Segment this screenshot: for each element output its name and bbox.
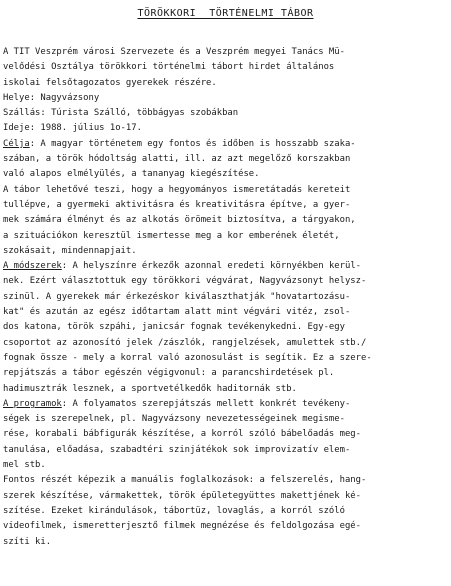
detail-place: [3, 91, 449, 106]
programs-line: tanulása, előadása, szabadtéri szinjátékok sok improvizatív elem-: [3, 444, 351, 455]
possibility-line: szokásait, mindennapjait.: [3, 245, 137, 256]
possibility-line: a szituációkon keresztül ismertesse meg a kor emberének életét,: [3, 230, 340, 241]
programs-line: mel stb.: [3, 460, 46, 471]
detail-label: Ideje:: [3, 123, 36, 134]
possibility-line: A tábor lehetővé teszi, hogy a hegyományos ismeretátadás kereteit: [3, 184, 351, 195]
methods-text: : A helyszínre érkezők azonnal eredeti környékben kerül-: [61, 261, 362, 272]
detail-value: Nagyvázsony: [35, 92, 100, 103]
methods-line: fognak össze - mely a korral való azonosulást is segítik. Ez a szere-: [3, 352, 372, 363]
detail-value: 1988. július 1o-17.: [35, 123, 142, 134]
methods-line: dos katona, török szpáhi, janicsár fognak tevékenykedni. Egy-egy: [3, 322, 345, 333]
methods-line: csoportot az azonosító jelek /zászlók, rangjelzések, amulettek stb./: [3, 337, 367, 348]
possibility-line: mek számára élményt és az alkotás örömeit biztosítva, a tárgyakon,: [3, 215, 356, 226]
intro-line: iskolai felsőtagozatos gyerekek részére.: [3, 77, 217, 88]
manual-line: Fontos részét képezik a manuális foglalkozások: a felszerelés, hang-: [3, 475, 367, 486]
intro-line: velődési Osztálya törökkori történelmi tábort hirdet általános: [3, 62, 335, 73]
programs-text: : A folyamatos szerepjátszás mellett konkrét tevékeny-: [61, 398, 351, 409]
detail-value: Túrista Szálló, többágyas szobákban: [45, 108, 239, 119]
goal-line: [3, 137, 449, 152]
programs-line: ségek is szerepelnek, pl. Nagyvázsony nevezetességeinek megisme-: [3, 414, 345, 425]
detail-accommodation: [3, 106, 449, 121]
methods-line: kat" és azután az egész időtartam alatt mint végvári vitéz, zsol-: [3, 307, 351, 318]
programs-line: rése, korabali bábfigurák készítése, a korról szóló bábelőadás meg-: [3, 429, 361, 440]
methods-line: szinül. A gyerekek már érkezéskor kiválaszthatják "hovatartozásu-: [3, 291, 351, 302]
document-body: [3, 45, 449, 550]
manual-line: szíti ki.: [3, 536, 52, 547]
programs-line: [3, 397, 449, 412]
goal-heading: Célja: [3, 138, 30, 149]
programs-heading: A programok: [3, 398, 62, 409]
goal-text: : A magyar történetem egy fontos és időben is hosszabb szaka-: [29, 138, 356, 149]
methods-line: hadimusztrák lesznek, a sportvetélkedők haditornák stb.: [3, 383, 297, 394]
intro-line: A TIT Veszprém városi Szervezete és a Veszprém megyei Tanács Mü-: [3, 47, 345, 57]
goal-line: szában, a török hódoltság alatti, ill. az azt megelőző korszakban: [3, 154, 351, 165]
manual-line: videofilmek, ismeretterjesztő filmek megnézése és feldolgozása egé-: [3, 521, 361, 532]
methods-heading: A módszerek: [3, 261, 62, 272]
detail-label: Helye:: [3, 92, 36, 103]
methods-line: repjátszás a tábor egészén végigvonul: a parancshirdetések pl.: [3, 368, 335, 379]
detail-label: Szállás:: [3, 108, 46, 119]
document-title: TÖRÖKKORI TÖRTÉNELMI TÁBOR: [137, 8, 314, 19]
methods-line: nek. Ezért választottuk egy törökkori végvárat, Nagyvázsonyt helysz-: [3, 276, 367, 287]
methods-line: [3, 259, 449, 274]
detail-date: [3, 121, 449, 136]
manual-line: szerek készítése, vármakettek, török épületegyüttes makettjének ké-: [3, 490, 361, 501]
possibility-line: tullépve, a gyermeki aktivitásra és kreativitásra építve, a gyer-: [3, 199, 351, 210]
goal-line: való alapos elmélyülés, a tananyag kiegészítése.: [3, 169, 260, 180]
manual-line: szítése. Ezeket kirándulások, tábortüz, lovaglás, a korról szóló: [3, 505, 345, 516]
